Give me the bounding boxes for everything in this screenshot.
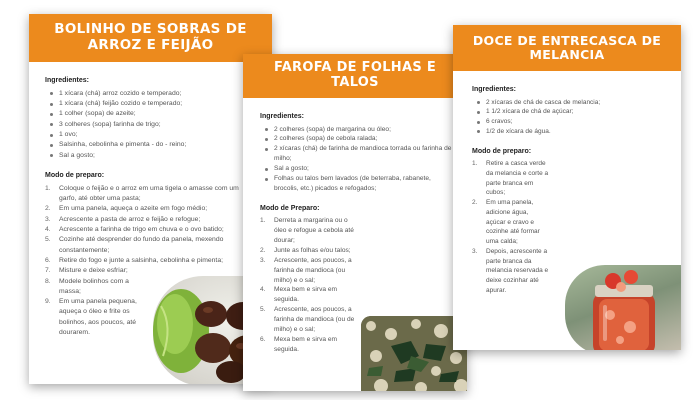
recipe-card-bolinho [29,14,272,384]
ingredient-item: 1 ovo; [45,130,258,140]
ingredient-item: 1 xícara (chá) arroz cozido e temperado; [45,89,258,99]
recipe-content [453,71,681,296]
step-item: Em uma panela, adicione água, açúcar e cravo e cozinhe até formar uma calda; [486,199,540,245]
ingredient-item: 2 colheres (sopa) de cebola ralada; [260,134,455,144]
step-item: Depois, acrescente a parte branca da melancia reservada e deixe cozinhar até apurar. [486,247,549,294]
step-item: Mexa bem e sirva em seguida. [274,335,338,353]
step-item: Mexa bem e sirva em seguida. [274,286,338,304]
recipe-title: BOLINHO DE SOBRAS DE ARROZ E FEIJÃO [29,14,272,62]
ingredient-item: 2 colheres (sopa) de margarina ou óleo; [260,125,455,135]
ingredient-item: 1 xícara (chá) feijão cozido e temperado; [45,99,258,109]
ingredient-item: 1/2 de xícara de água. [472,127,669,137]
ingredient-item: 1 1/2 xícara de chá de açúcar; [472,107,669,117]
ingredients-list [260,125,455,194]
food-photo [361,316,467,391]
food-photo [565,265,681,350]
step-item: Em uma panela pequena, aqueça o óleo e frite os bolinhos, aos poucos, até dourarem. [59,298,137,337]
recipe-card-doce-melancia [453,25,681,350]
ingredients-heading: Ingredientes: [45,77,89,84]
step-item: Acrescente a pasta de arroz e feijão e refogue; [59,215,201,223]
step-item: Acrescente, aos poucos, a farinha de mandioca (ou milho) e o sal; [274,256,352,284]
step-item: Misture e deixe esfriar; [59,267,128,275]
ingredient-item: Sal a gosto; [45,151,258,161]
ingredients-list [45,89,258,161]
step-item: Cozinhe até desprender do fundo da panela, mexendo constantemente; [59,236,224,254]
ingredients-list [472,98,669,137]
ingredients-heading: Ingredientes: [472,86,516,93]
ingredient-item: Sal a gosto; [260,164,455,174]
ingredient-item: 6 cravos; [472,117,669,127]
ingredient-item: 3 colheres (sopa) farinha de trigo; [45,120,258,130]
step-item: Retire a casca verde da melancia e corte a parte branca em cubos; [486,160,549,197]
step-item: Acrescente, aos poucos, a farinha de mandioca (ou de milho) e o sal; [274,306,355,334]
step-item: Derreta a margarina ou o óleo e refogue a cebola até dourar; [274,217,354,245]
step-item: Retire do fogo e junte a salsinha, cebolinha e pimenta; [59,256,223,264]
recipe-title: FAROFA DE FOLHAS E TALOS [243,54,467,98]
ingredient-item: 2 xícaras (chá) de farinha de mandioca torrada ou farinha de milho; [260,144,455,164]
step-item: Modele bolinhos com a massa; [59,277,129,295]
ingredient-item: 1 colher (sopa) de azeite; [45,109,258,119]
steps-heading: Modo de preparo: [45,171,105,179]
jam-jar-illustration [565,265,681,350]
step-item: Em uma panela, aqueça o azeite em fogo médio; [59,205,208,213]
ingredients-heading: Ingredientes: [260,113,304,120]
step-item: Coloque o feijão e o arroz em uma tigela o amasse com um garfo, até obter uma pasta; [59,184,239,202]
farofa-illustration [361,316,467,391]
step-item: Acrescente a farinha de trigo em chuva e o ovo batido; [59,225,224,233]
ingredient-item: 2 xícaras de chá de casca de melancia; [472,98,669,108]
steps-heading: Modo de Preparo: [260,204,320,212]
recipe-title: DOCE DE ENTRECASCA DE MELANCIA [453,25,681,71]
steps-heading: Modo de preparo: [472,147,532,155]
ingredient-item: Folhas ou talos bem lavados (de beterraba, rabanete, brocolis, etc.) picados e refogados; [260,174,455,194]
recipe-card-farofa [243,54,467,391]
ingredient-item: Salsinha, cebolinha e pimenta - do - reino; [45,140,258,150]
step-item: Junte as folhas e/ou talos; [274,246,351,254]
